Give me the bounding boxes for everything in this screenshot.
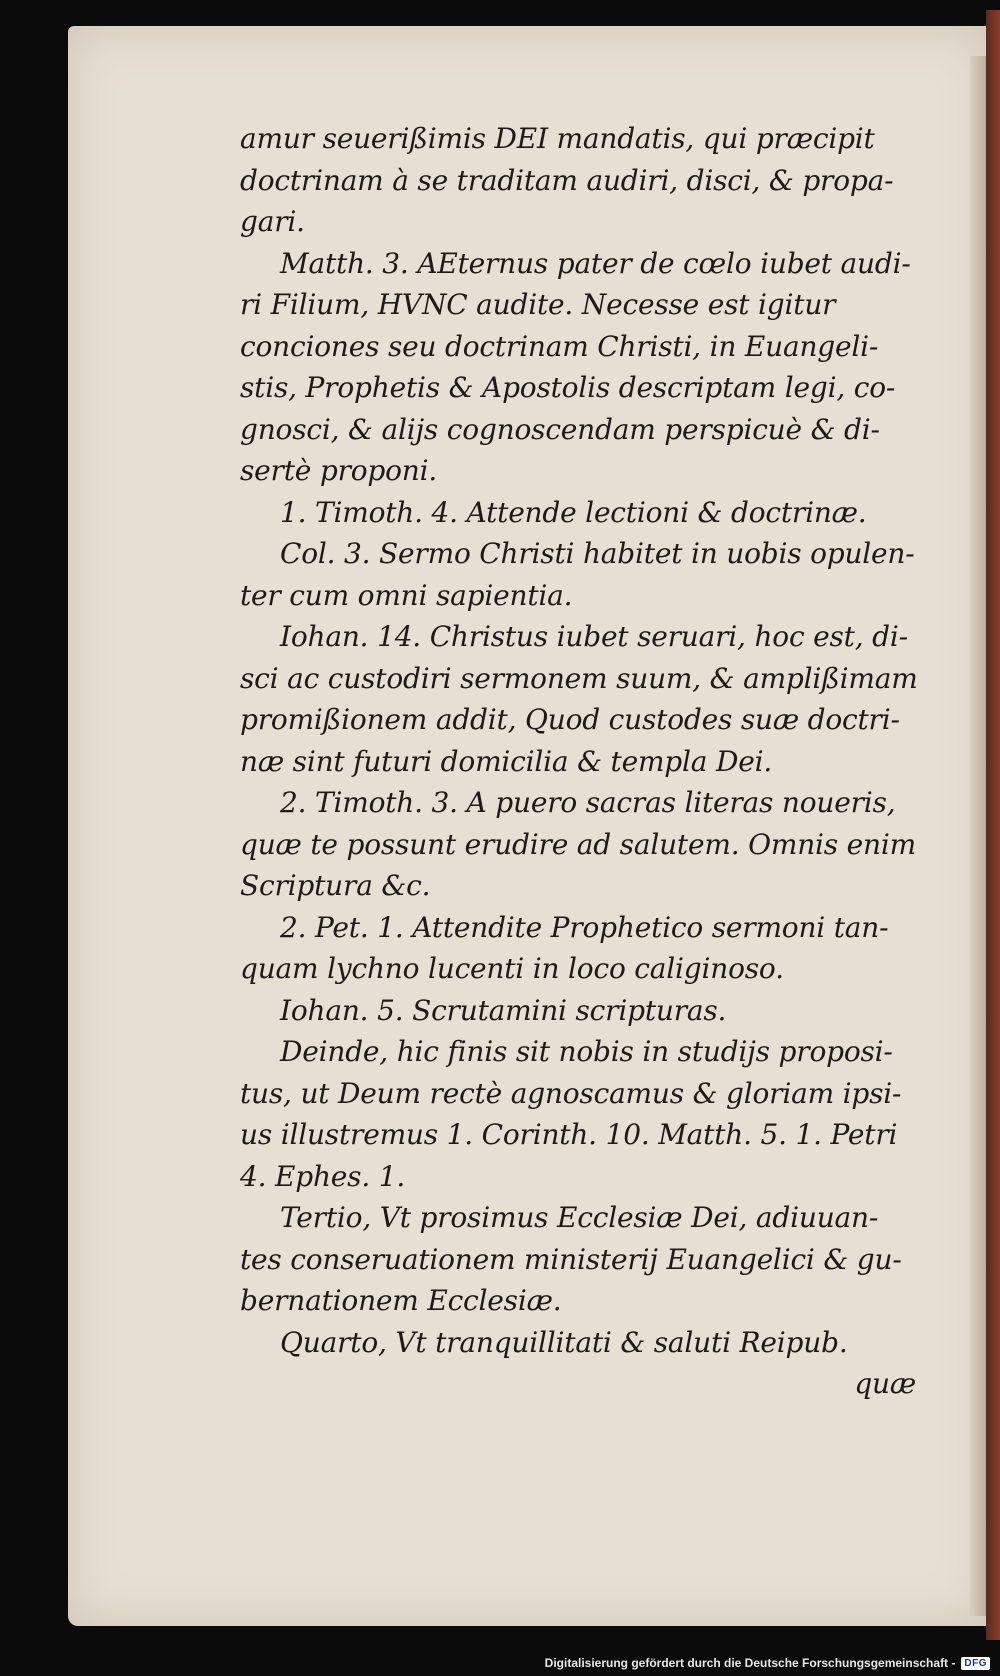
text-line: quam lychno lucenti in loco caliginoso.	[240, 952, 784, 985]
text-line: tes conseruationem ministerij Euangelici & gu-	[240, 1242, 902, 1276]
text-line: Deinde, hic finis sit nobis in studijs proposi-	[280, 1035, 893, 1068]
catchword: quæ	[854, 1367, 916, 1400]
text-line: stis, Prophetis & Apostolis descriptam legi, co-	[240, 371, 896, 404]
text-line: ter cum omni sapientia.	[240, 578, 573, 612]
credit-text: Digitalisierung gefördert durch die Deutsche Forschungsgemeinschaft -	[544, 1656, 956, 1670]
text-line: 2. Timoth. 3. A puero sacras literas noueris,	[280, 786, 896, 819]
text-line: Tertio, Vt prosimus Ecclesiæ Dei, adiuuan-	[280, 1201, 879, 1234]
text-line: us illustremus 1. Corinth. 10. Matth. 5. 1. Petri	[240, 1118, 898, 1151]
text-line: bernationem Ecclesiæ.	[240, 1284, 562, 1317]
text-line: 4. Ephes. 1.	[240, 1159, 406, 1193]
text-line: 1. Timoth. 4. Attende lectioni & doctrinæ.	[280, 495, 867, 529]
text-line: amur seuerißimis DEI mandatis, qui præcipit	[240, 122, 875, 155]
digitization-credit	[0, 1656, 1000, 1670]
text-line: sci ac custodiri sermonem suum, & amplißimam	[240, 661, 918, 695]
text-line: gnosci, & alijs cognoscendam perspicuè & di-	[240, 412, 880, 446]
text-line: sertè proponi.	[240, 454, 438, 487]
text-line: næ sint futuri domicilia & templa Dei.	[240, 744, 773, 778]
text-line: ri Filium, HVNC audite. Necesse est igitur	[240, 288, 836, 321]
text-line: promißionem addit, Quod custodes suæ doctri-	[240, 703, 900, 736]
text-line: gari.	[240, 205, 305, 238]
text-line: Iohan. 14. Christus iubet seruari, hoc est, di-	[280, 620, 908, 653]
text-line: doctrinam à se traditam audiri, disci, & propa-	[240, 163, 894, 197]
text-line: 2. Pet. 1. Attendite Prophetico sermoni tan-	[280, 910, 889, 944]
dfg-logo-icon: DFG	[961, 1657, 990, 1670]
text-line: Matth. 3. AEternus pater de cœlo iubet audi-	[280, 246, 911, 280]
text-line: Quarto, Vt tranquillitati & saluti Reipub.	[280, 1325, 848, 1359]
book-spine	[986, 10, 1000, 1640]
text-line: Iohan. 5. Scrutamini scripturas.	[280, 993, 727, 1027]
text-line: quæ te possunt erudire ad salutem. Omnis enim	[240, 827, 916, 861]
text-line: Scriptura &c.	[240, 869, 431, 902]
text-line: Col. 3. Sermo Christi habitet in uobis opulen-	[280, 537, 915, 570]
text-line: conciones seu doctrinam Christi, in Euangeli-	[240, 329, 879, 363]
page-text	[240, 118, 960, 1405]
text-line: tus, ut Deum rectè agnoscamus & gloriam ipsi-	[240, 1076, 902, 1110]
